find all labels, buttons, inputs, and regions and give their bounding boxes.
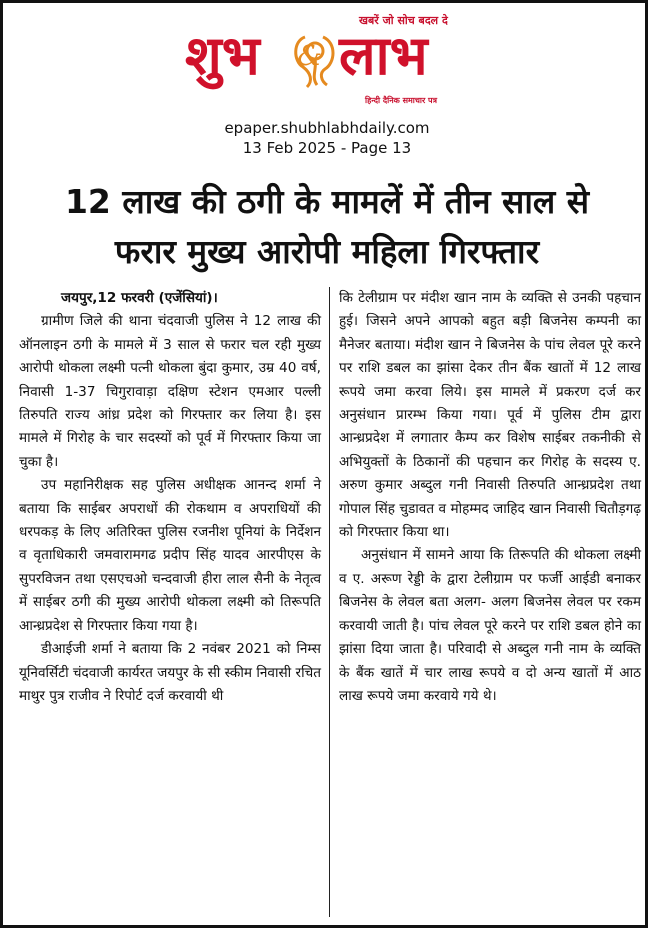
logo-ampersand: & [297, 39, 322, 72]
article-column-right [339, 287, 641, 708]
masthead-logo [179, 9, 475, 113]
article-paragraph: डीआईजी शर्मा ने बताया कि 2 नवंबर 2021 को निम्स यूनिवर्सिटी चंदवाजी कार्यरत जयपुर के सी स्कीम निवासी रचित माथुर पुत्र राजीव ने रिपोर्ट दर्ज करवायी थी [19, 641, 321, 704]
article-column-left [19, 287, 321, 708]
column-divider [329, 287, 330, 917]
article-paragraph: अनुसंधान में सामने आया कि तिरूपति की थोकला लक्ष्मी व ए. अरूण रेड्डी के द्वारा टेलीग्राम पर फर्जी आईडी बनाकर बिजनेस के लेवल बता अलग- अलग बिजनेस लेवल पर रकम करवायी जाती है। पांच लेवल पूरे करने पर राशि डबल होने का झांसा दिया जाता है। परिवादी से अब्दुल गनी नाम के व्यक्ति के बैंक खातें में चार लाख रूपये व दो अन्य खातों में आठ लाख रूपये जमा करवाये गये थे। [339, 547, 641, 704]
article-paragraph: ग्रामीण जिले की थाना चंदवाजी पुलिस ने 12 लाख की ऑनलाइन ठगी के मामले में 3 साल से फरार चल रही मुख्य आरोपी थोकला लक्ष्मी पत्नी थोकला बुंदा कुमार, उम्र 40 वर्ष, निवासी 1-37 चिगुरावाड़ा दक्षिण स्टेशन एमआर पल्ली तिरुपति राज्य आंध्र प्रदेश को गिरफ्तार कर लिया है। इस मामले में गिरोह के चार सदस्यों को पूर्व में गिरफ्तार किया जा चुका है। [19, 313, 321, 470]
source-url: epaper.shubhlabhdaily.com [224, 119, 430, 137]
tagline: खबरें जो सोच बदल दे [359, 14, 448, 27]
article-paragraph: उप महानिरीक्षक सह पुलिस अधीक्षक आनन्द शर्मा ने बताया कि साईबर अपराधों की रोकथाम व अपराधियों की धरपकड़ के लिए अतिरिक्त पुलिस रजनीश पूनियां के निर्देशन व वृताधिकारी जमवारामगढ प्रदीप सिंह यादव आरपीएस के सुपरविजन तथा एसएचओ चन्दवाजी हीरा लाल सैनी के नेतृत्व में साईबर ठगी की मुख्य आरोपी थोकला लक्ष्मी को तिरूपति आन्ध्रप्रदेश से गिरफ्तार किया गया है। [19, 477, 321, 634]
logo-word-labh: लाभ [339, 23, 428, 87]
article-paragraph: कि टेलीग्राम पर मंदीश खान नाम के व्यक्ति से उनकी पहचान हुई। जिसने अपने आपको बहुत बड़ी बिजनेस कम्पनी का मैनेजर बताया। मंदीश खान ने बिजनेस के पांच लेवल पूरे करने पर राशि डबल का झांसा देकर तीन बैंक खातों में 12 लाख रूपये जमा करवा लिये। इस मामले में प्रकरण दर्ज कर अनुसंधान प्रारम्भ किया गया। पूर्व में पुलिस टीम द्वारा आन्ध्रप्रदेश में लगातार कैम्प कर विशेष साईबर तकनीकी से अभियुक्तों के ठिकानों की पहचान कर गिरोह के सदस्य ए. अरुण कुमार अब्दुल गनी निवासी तिरुपति आन्ध्रप्रदेश तथा गोपाल सिंह चुडावत व मोहम्मद जाहिद खान निवासी चितौड़गढ़ को गिरफ्तार किया था। [339, 290, 641, 541]
headline-line-2: फरार मुख्य आरोपी महिला गिरफ्तार [114, 232, 540, 271]
masthead-subline: हिन्दी दैनिक समाचार पत्र [365, 96, 438, 105]
dateline: जयपुर,12 फरवरी (एजेंसियां)। [61, 290, 218, 306]
headline-line-1: 12 लाख की ठगी के मामलें में तीन साल से [64, 182, 590, 221]
logo-word-shubh: शुभ [185, 23, 260, 87]
edition-date-page: 13 Feb 2025 - Page 13 [242, 139, 412, 157]
